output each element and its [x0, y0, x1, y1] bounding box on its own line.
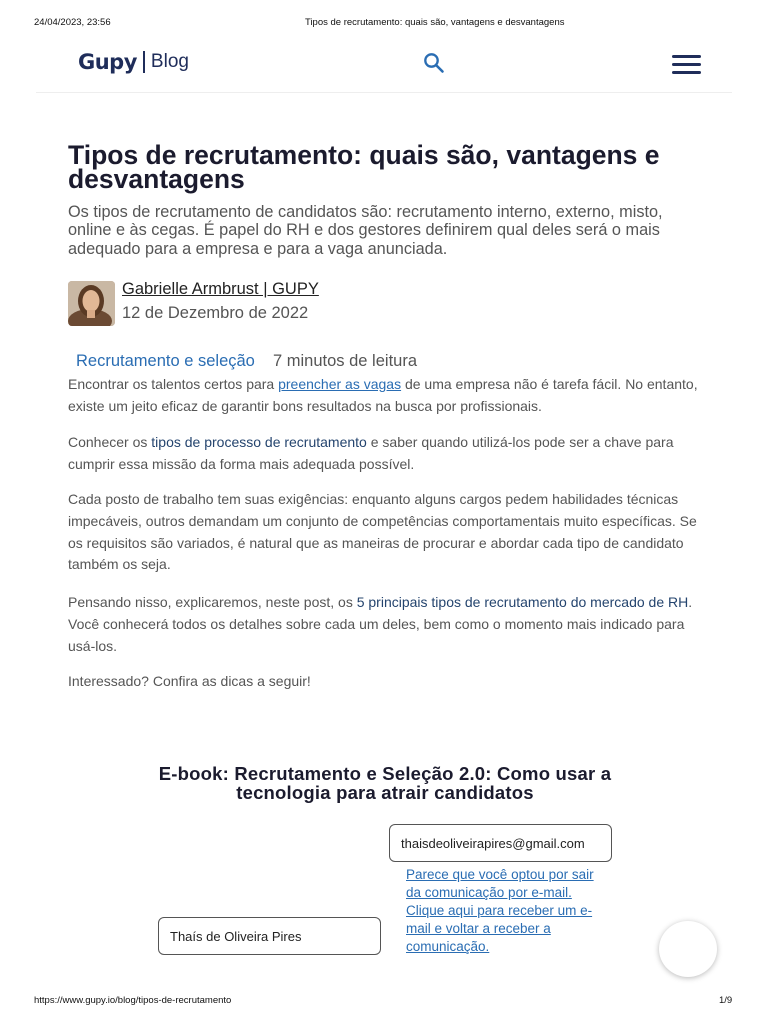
paragraph-1: [68, 374, 700, 418]
search-button[interactable]: [423, 52, 445, 74]
chat-button[interactable]: [659, 921, 717, 977]
logo-brand: Gupy: [78, 50, 137, 74]
header-divider: [36, 92, 732, 93]
article-title: Tipos de recrutamento: quais são, vantagens e desvantagens: [68, 140, 660, 194]
menu-bar: [672, 71, 701, 74]
email-field[interactable]: thaisdeoliveirapires@gmail.com: [389, 824, 612, 862]
paragraph-text: e saber quando utilizá-los pode ser a chave para cumprir essa missão da forma mais adequada possível.: [68, 434, 674, 472]
print-page-number: 1/9: [719, 995, 733, 1006]
paragraph-text: Conhecer os: [68, 434, 152, 450]
print-url: https://www.gupy.io/blog/tipos-de-recrutamento: [34, 995, 232, 1006]
article-subtitle: Os tipos de recrutamento de candidatos são: recrutamento interno, externo, misto, online e às cegas. É papel do RH e dos gestores definirem qual deles será o mais adequado para a empresa e para a vaga anunciada.: [68, 203, 663, 258]
category-link[interactable]: Recrutamento e seleção: [76, 352, 255, 370]
author-avatar: [68, 281, 115, 326]
search-icon: [423, 52, 445, 74]
read-time: 7 minutos de leitura: [273, 352, 417, 370]
print-page-title: Tipos de recrutamento: quais são, vantagens e desvantagens: [305, 17, 565, 28]
paragraph-text: . Você conhecerá todos os detalhes sobre cada um deles, bem como o momento mais indicado para usá-los.: [68, 594, 693, 654]
paragraph-2: [68, 432, 700, 476]
hamburger-menu-icon[interactable]: [672, 55, 701, 74]
paragraph-text: Encontrar os talentos certos para: [68, 376, 279, 392]
logo-divider: [143, 51, 145, 73]
link-principais-tipos[interactable]: 5 principais tipos de recrutamento do mercado de RH: [356, 594, 689, 610]
name-field[interactable]: Thaís de Oliveira Pires: [158, 917, 381, 955]
author-name-link[interactable]: Gabrielle Armbrust | GUPY: [122, 280, 319, 298]
paragraph-4: [68, 592, 700, 657]
optout-resubscribe-link[interactable]: Parece que você optou por sair da comunicação por e-mail. Clique aqui para receber um e-mail e voltar a receber a comunicação.: [406, 867, 594, 954]
menu-bar: [672, 55, 701, 58]
logo-section: Blog: [150, 51, 189, 72]
paragraph-5: Interessado? Confira as dicas a seguir!: [68, 673, 311, 689]
author-photo: [68, 281, 115, 326]
print-datetime: 24/04/2023, 23:56: [34, 17, 111, 28]
gupy-blog-logo[interactable]: [78, 50, 189, 74]
paragraph-text: de uma empresa não é tarefa fácil. No entanto, existe um jeito eficaz de garantir bons resultados na busca por profissionais.: [68, 376, 698, 414]
menu-bar: [672, 63, 701, 66]
link-tipos-processo[interactable]: tipos de processo de recrutamento: [151, 434, 367, 450]
paragraph-3: Cada posto de trabalho tem suas exigências: enquanto alguns cargos pedem habilidades técnicas impecáveis, outros demandam um conjunto de competências comportamentais muito específicas. Se os requisitos são variados, é natural que as maneiras de procurar e abordar cada tipo de candidato também os seja.: [68, 491, 697, 573]
ebook-title: E-book: Recrutamento e Seleção 2.0: Como usar a tecnologia para atrair candidatos: [158, 763, 612, 803]
publish-date: 12 de Dezembro de 2022: [122, 304, 309, 322]
link-preencher-vagas[interactable]: preencher as vagas: [278, 376, 402, 392]
paragraph-text: Pensando nisso, explicaremos, neste post, os: [68, 594, 357, 610]
